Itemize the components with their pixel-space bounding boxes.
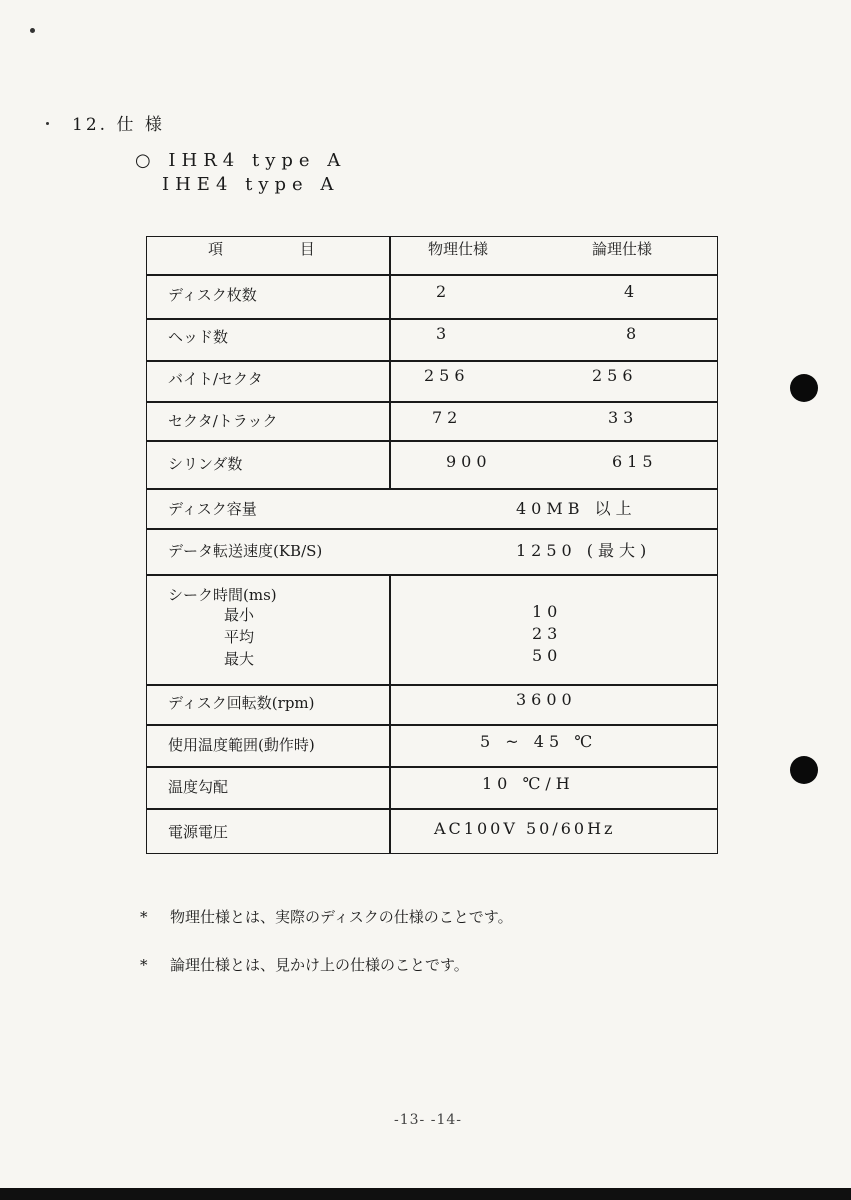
bytes-logical: 256 [592,366,638,385]
footnote-logical [140,954,469,975]
row-label-cylinders: シリンダ数 [168,455,243,473]
footnote-marker: * [140,908,148,926]
row-label-bytes-per-sector: バイト/セクタ [168,370,263,388]
temperature-range-value: 5 ~ 45 ℃ [480,732,598,751]
speck [30,28,35,33]
footnote-text: 論理仕様とは、見かけ上の仕様のことです。 [170,956,469,974]
row-divider [146,401,718,403]
seek-min-value: 10 [532,602,563,621]
column-divider [389,574,391,854]
row-label-temperature-gradient: 温度勾配 [168,778,229,796]
rpm-value: 3600 [516,690,577,709]
seek-min-label: 最小 [224,606,255,624]
seek-avg-label: 平均 [224,628,255,646]
disks-logical: 4 [624,282,640,301]
capacity-value: 40MB 以上 [516,499,637,518]
cylinders-physical: 900 [446,452,492,471]
footnote-physical [140,906,513,927]
header-divider [146,274,718,276]
speck [46,122,49,125]
row-divider [146,440,718,442]
page-number: -13- -14- [394,1112,463,1128]
cylinders-logical: 615 [612,452,658,471]
row-divider [146,724,718,726]
seek-max-value: 50 [532,646,563,665]
row-divider [146,766,718,768]
heads-physical: 3 [436,324,452,343]
row-label-heads: ヘッド数 [168,328,229,346]
row-divider [146,808,718,810]
transfer-rate-value: 1250 (最大) [516,541,652,560]
bytes-physical: 256 [424,366,470,385]
punch-hole [790,756,818,784]
row-label-seek-time: シーク時間(ms) [168,586,277,604]
punch-hole [790,374,818,402]
disks-physical: 2 [436,282,452,301]
row-label-disks: ディスク枚数 [168,286,257,304]
header-logical: 論理仕様 [592,240,653,258]
footnote-text: 物理仕様とは、実際のディスクの仕様のことです。 [170,908,513,926]
footnote-marker: * [140,956,148,974]
sectors-physical: 72 [432,408,463,427]
heads-logical: 8 [626,324,642,343]
row-label-capacity: ディスク容量 [168,500,257,518]
model-name-1: ○ IHR4 type A [135,150,347,171]
row-divider [146,360,718,362]
power-value: AC100V 50/60Hz [434,819,616,838]
row-divider [146,318,718,320]
row-label-power: 電源電圧 [168,823,229,841]
row-divider [146,528,718,530]
row-divider [146,488,718,490]
row-label-transfer-rate: データ転送速度(KB/S) [168,542,323,560]
scan-edge [0,1188,851,1200]
temperature-gradient-value: 10 ℃/H [482,774,575,793]
spec-table [146,236,718,854]
section-heading: 12. 仕 様 [72,115,165,135]
row-label-rpm: ディスク回転数(rpm) [168,694,315,712]
row-label-temperature-range: 使用温度範囲(動作時) [168,736,315,754]
sectors-logical: 33 [608,408,639,427]
seek-avg-value: 23 [532,624,563,643]
header-item: 項 目 [208,240,351,258]
model-name-2: IHE4 type A [162,174,340,195]
row-divider [146,574,718,576]
row-label-sectors-per-track: セクタ/トラック [168,412,278,430]
seek-max-label: 最大 [224,650,255,668]
row-divider [146,684,718,686]
header-physical: 物理仕様 [428,240,489,258]
